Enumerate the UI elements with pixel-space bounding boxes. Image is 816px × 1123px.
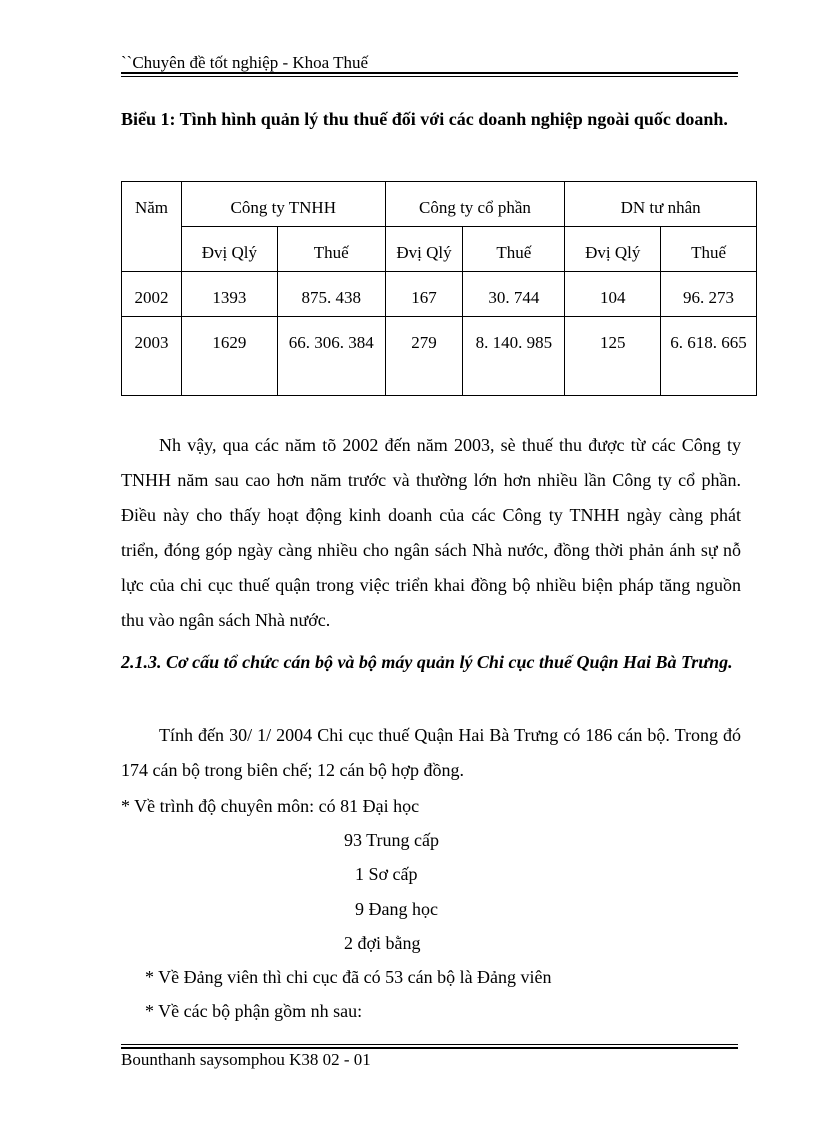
qualification-item: 93 Trung cấp <box>344 830 440 850</box>
cell: 6. 618. 665 <box>661 317 757 396</box>
subheader-thue: Thuế <box>661 227 757 272</box>
qualification-intro: * Về trình độ chuyên môn: có 81 Đại học <box>121 796 420 816</box>
header-rule-thin <box>121 76 738 77</box>
paragraph-1: Nh vậy, qua các năm tõ 2002 đến năm 2003, sè thuế thu được từ các Công ty TNHH năm sau cao hơn năm trước và thường lớn hơn nhiều lần Công ty cổ phần. Điều này cho thấy hoạt động kinh doanh của các Công ty TNHH ngày càng phát triển, đóng góp ngày càng nhiều cho ngân sách Nhà nước, đồng thời phản ánh sự nỗ lực của chi cục thuế quận trong việc triển khai đồng bộ nhiều biện pháp tăng nguồn thu vào ngân sách Nhà nước. <box>121 435 741 630</box>
cell: 96. 273 <box>661 272 757 317</box>
cell: 125 <box>565 317 661 396</box>
cell: 66. 306. 384 <box>277 317 385 396</box>
page-header: ``Chuyên đề tốt nghiệp - Khoa Thuế <box>121 53 369 72</box>
header-year: Năm <box>122 182 182 272</box>
table-subheader-row <box>122 227 757 272</box>
table-header-row <box>122 182 757 227</box>
row-year: 2002 <box>122 272 182 317</box>
header-group-co-phan: Công ty cổ phần <box>385 182 565 227</box>
subheader-dvi-qly: Đvị Qlý <box>181 227 277 272</box>
cell: 8. 140. 985 <box>463 317 565 396</box>
header-rule-thick <box>121 72 738 74</box>
row-year: 2003 <box>122 317 182 396</box>
table-row <box>122 317 757 396</box>
cell: 1629 <box>181 317 277 396</box>
tax-table <box>121 181 757 396</box>
subheader-dvi-qly: Đvị Qlý <box>385 227 463 272</box>
qualification-item: 2 đợi bằng <box>344 933 421 953</box>
table-row <box>122 272 757 317</box>
subheader-thue: Thuế <box>463 227 565 272</box>
subheader-dvi-qly: Đvị Qlý <box>565 227 661 272</box>
cell: 30. 744 <box>463 272 565 317</box>
cell: 104 <box>565 272 661 317</box>
page-footer: Bounthanh saysomphou K38 02 - 01 <box>121 1050 371 1069</box>
section-heading: 2.1.3. Cơ cấu tổ chức cán bộ và bộ máy quản lý Chi cục thuế Quận Hai Bà Trưng. <box>121 652 733 672</box>
cell: 279 <box>385 317 463 396</box>
footer-rule-thick <box>121 1047 738 1049</box>
table-caption: Biểu 1: Tình hình quản lý thu thuế đối với các doanh nghiệp ngoài quốc doanh. <box>121 109 728 129</box>
departments-line: * Về các bộ phận gồm nh sau: <box>145 1001 363 1021</box>
cell: 1393 <box>181 272 277 317</box>
cell: 167 <box>385 272 463 317</box>
header-group-tnhh: Công ty TNHH <box>181 182 385 227</box>
party-members-line: * Về Đảng viên thì chi cục đã có 53 cán bộ là Đảng viên <box>145 967 552 987</box>
qualification-item: 9 Đang học <box>355 899 438 919</box>
footer-rule-thin <box>121 1044 738 1045</box>
qualification-item: 1 Sơ cấp <box>355 864 418 884</box>
paragraph-2: Tính đến 30/ 1/ 2004 Chi cục thuế Quận Hai Bà Trưng có 186 cán bộ. Trong đó 174 cán bộ trong biên chế; 12 cán bộ hợp đồng. <box>121 725 741 780</box>
subheader-thue: Thuế <box>277 227 385 272</box>
cell: 875. 438 <box>277 272 385 317</box>
header-group-tu-nhan: DN tư nhân <box>565 182 757 227</box>
